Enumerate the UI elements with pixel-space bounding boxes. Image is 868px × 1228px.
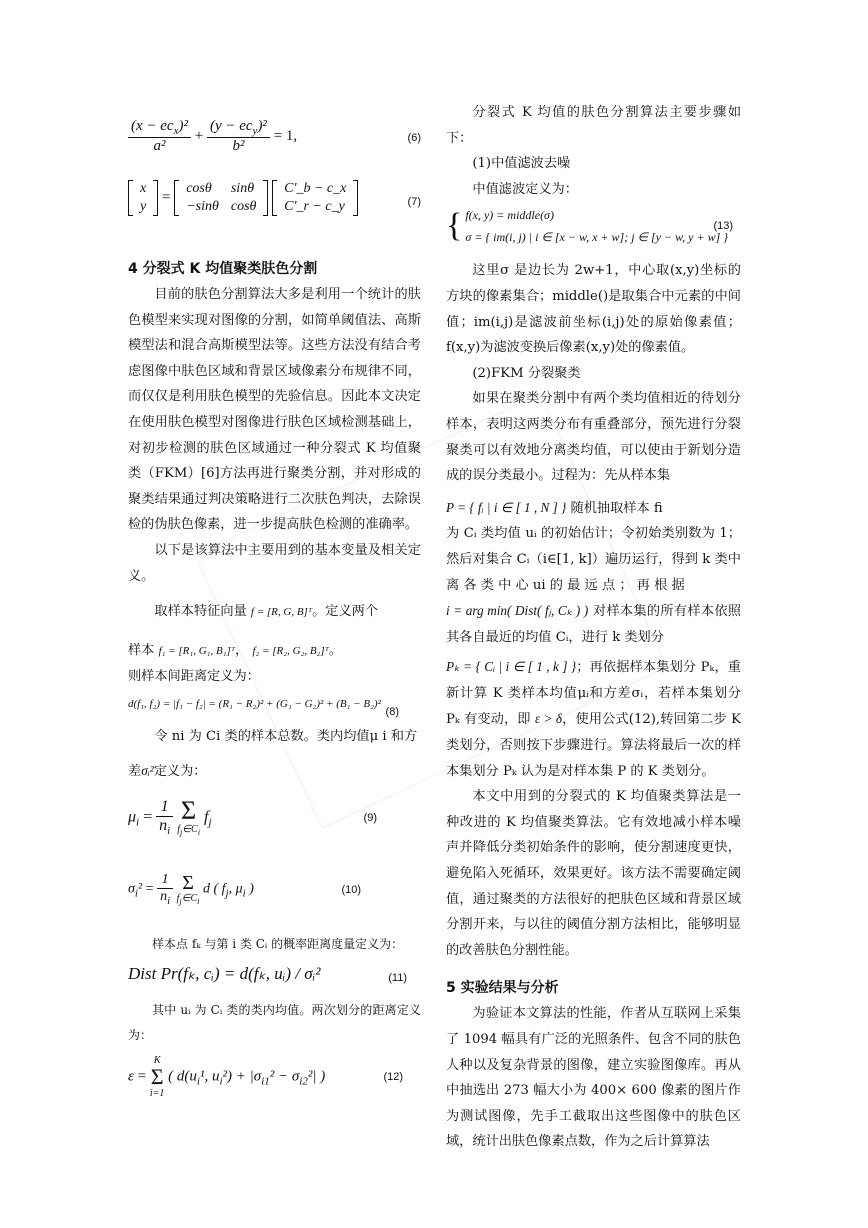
- paragraph: 其中 uᵢ 为 Cᵢ 类的类内均值。两次划分的距离定义为：: [128, 1002, 421, 1043]
- right-column: [446, 100, 741, 1155]
- paragraph: 令 ni 为 Ci 类的样本总数。类内均值μ i 和方: [154, 728, 418, 744]
- paragraph: i = arg min( Dist( fⱼ, Cₖ ) ) 对样本集的所有样本依照其各自最近的均值 Cᵢ，进行 k 类划分: [446, 603, 742, 645]
- paragraph: 中值滤波定义为：: [472, 181, 578, 197]
- equation-6: $\frac{(x - ec_x)^2}{\text{a²}}$ + $\frac{(y - ec_y)^2}{\text{b²}}$ = 1, (6): [128, 100, 421, 158]
- paragraph: 取样本特征向量 f = [R, G, B]ᵀ。定义两个: [154, 604, 379, 620]
- paragraph: 差σᵢ²定义为：: [128, 762, 207, 779]
- equation-number: (7): [407, 196, 421, 208]
- paragraph: 如果在聚类分割中有两个类均值相近的待划分样本，表明这两类分布有重叠部分，预先进行分裂聚类可以有效地分离类均值，可以使由于新划分造成的误分类最小。过程为：先从样本集: [446, 391, 741, 484]
- equation-7: x y = cosθ sinθ −sinθ cosθ C'_b − c_x C'_r − c_y (7): [128, 170, 421, 234]
- equation-9: $\mu_i$ = $\frac{1}{n_i}$ Σ $f_j\in C_i$ $f_j$ (9): [128, 796, 377, 838]
- paragraph: 目前的肤色分割算法大多是利用一个统计的肤色模型来实现对图像的分割，如简单阈值法、高斯模型法和混合高斯模型法等。这些方法没有结合考虑图像中肤色区域和背景区域像素分布规律不同，而仅仅是利用肤色模型的先验信息。因此本文决定在使用肤色模型对图像进行肤色区域检测基础上，对初步检测的肤色区域通过一种分裂式 K 均值聚类（FKM）[6]方法再进行聚类分割，并对形成的聚类结果通过判决策略进行二次肤色判决，去除误检的伪肤色像素，进一步提高肤色检测的准确率。: [128, 287, 421, 533]
- paragraph: 以下是该算法中主要用到的基本变量及相关定义。: [128, 542, 421, 584]
- paragraph: Pₖ = { Cᵢ | i ∈ [ 1 , k ] }；再依据样本集划分 Pₖ，重新计算 K 类样本均值μᵢ和方差σᵢ，若样本集划分 Pₖ 有变动，即 ε > δ，使用公式(12),转回第二步 K 类划分，否则按下步骤进行。算法将最后一次的样本集划分 Pₖ 认为是对样本集 P 的 K 类划分。: [446, 659, 741, 779]
- paragraph: 为 Cᵢ 类均值 uᵢ 的初始估计；令初始类别数为 1；然后对集合 Cᵢ（i∈[1, k]）遍历运行，得到 k 类中离 各 类 中 心 ui 的 最 远 点 ； 再 根 据: [446, 526, 741, 593]
- equation-11: Dist Pr(fₖ, cᵢ) = d(fₖ, uᵢ) / σᵢ² (11): [128, 963, 407, 984]
- section-heading: 5 实验结果与分析: [446, 980, 559, 997]
- paragraph: 这里σ 是边长为 2w+1，中心取(x,y)坐标的方块的像素集合；middle()是取集合中元素的中间值；im(i,j)是滤波前坐标(i,j)处的原始像素值；f(x,y)为滤波变换后像素(x,y)处的像素值。: [446, 263, 741, 356]
- paragraph: 则样本间距离定义为：: [128, 669, 260, 685]
- left-column: [128, 100, 421, 1105]
- equation-13: { f(x, y) = middle(σ) σ = { im(i, j) | i ∈ [x − w, x + w]; j ∈ [y − w, y + w] } (13): [446, 207, 733, 245]
- paragraph: P = { fᵢ | i ∈ [ 1 , N ] } 随机抽取样本 fi: [446, 499, 663, 516]
- paragraph: 样本 f₁ = [R₁, G₁, B₁]ᵀ， f₂ = [R₂, G₂, B₂]ᵀ。: [128, 642, 343, 658]
- equation-10: $\sigma_i^2$ = $\frac{1}{n_i}$ Σ $f_j\in C_i$ d ( $f_j$, $\mu_i$ ) (10): [128, 872, 361, 907]
- paragraph: 本文中用到的分裂式的 K 均值聚类算法是一种改进的 K 均值聚类算法。它有效地减小样本噪声并降低分类初始条件的影响，使分割速度更快，避免陷入死循环，效果更好。该方法不需要确定阈值，通过聚类的方法很好的把肤色区域和背景区域分割开来，与以往的阈值分割方法相比，能够明显的改善肤色分割性能。: [446, 789, 741, 958]
- paragraph: (1)中值滤波去噪: [472, 156, 571, 172]
- paragraph: 分裂式 K 均值的肤色分割算法主要步骤如下：: [446, 105, 741, 146]
- equation-number: (6): [407, 132, 421, 144]
- paragraph: 为验证本文算法的性能，作者从互联网上采集了 1094 幅具有广泛的光照条件、包含不同的肤色人种以及复杂背景的图像，建立实验图像库。再从中抽选出 273 幅大小为 400× 600 像素的图片作为测试图像，先手工截取出这些图像中的肤色区域，统计出肤色像素点数，作为之后计算算法: [446, 1006, 741, 1150]
- paragraph: (2)FKM 分裂聚类: [472, 365, 581, 381]
- equation-8: d(f₁, f₂) = |f₁ − f₂| = (R₁ − R₂)² + (G₁ − G₂)² + (B₁ − B₂)² (8): [128, 697, 399, 718]
- paragraph: 样本点 fₖ 与第 i 类 Cᵢ 的概率距离度量定义为：: [152, 937, 404, 952]
- section-heading: 4 分裂式 K 均值聚类肤色分割: [128, 261, 318, 277]
- equation-12: ε = K Σ i=1 ( $d(u_i^1$, $u_i^2) + |\sigma_{i1}^2 - \sigma_{i2}^2|$ ) (12): [128, 1054, 403, 1099]
